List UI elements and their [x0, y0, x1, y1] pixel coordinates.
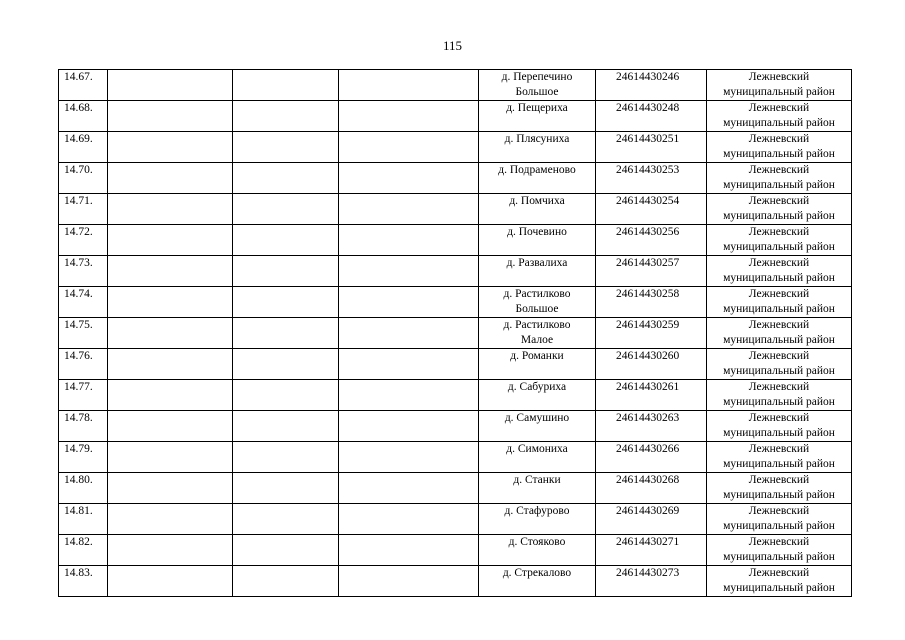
empty-cell [339, 318, 479, 349]
empty-cell [233, 349, 339, 380]
empty-cell [339, 380, 479, 411]
district-name: Лежневский [748, 133, 810, 145]
locality-cell [479, 411, 596, 442]
district-cell [707, 535, 852, 566]
district-cell [707, 411, 852, 442]
oktmo-code: 24614430271 [596, 535, 707, 566]
locality-cell [479, 349, 596, 380]
empty-cell [108, 411, 233, 442]
empty-cell [233, 225, 339, 256]
district-cell [707, 473, 852, 504]
empty-cell [233, 256, 339, 287]
table-row [59, 194, 852, 225]
oktmo-code: 24614430259 [596, 318, 707, 349]
district-name: Лежневский [748, 412, 810, 424]
empty-cell [233, 442, 339, 473]
row-number: 14.82. [59, 535, 108, 566]
table-row [59, 287, 852, 318]
row-number: 14.70. [59, 163, 108, 194]
locality-cell [479, 535, 596, 566]
table-row [59, 473, 852, 504]
district-type: муниципальный район [723, 396, 835, 408]
empty-cell [108, 473, 233, 504]
locality-name: д. Плясуниха [504, 133, 570, 145]
registry-table [58, 69, 852, 597]
oktmo-code: 24614430268 [596, 473, 707, 504]
district-name: Лежневский [748, 536, 810, 548]
empty-cell [339, 566, 479, 597]
empty-cell [233, 411, 339, 442]
table-row [59, 70, 852, 101]
district-cell [707, 101, 852, 132]
row-number: 14.71. [59, 194, 108, 225]
empty-cell [339, 535, 479, 566]
locality-cell [479, 504, 596, 535]
empty-cell [108, 132, 233, 163]
row-number: 14.78. [59, 411, 108, 442]
district-cell [707, 287, 852, 318]
locality-cell [479, 163, 596, 194]
locality-name: д. Самушино [504, 412, 570, 424]
empty-cell [233, 194, 339, 225]
district-cell [707, 566, 852, 597]
locality-cell [479, 318, 596, 349]
locality-name: д. Подраменово [498, 164, 576, 176]
district-name: Лежневский [748, 195, 810, 207]
oktmo-code: 24614430260 [596, 349, 707, 380]
empty-cell [233, 163, 339, 194]
empty-cell [233, 473, 339, 504]
empty-cell [233, 132, 339, 163]
table-row [59, 101, 852, 132]
empty-cell [339, 256, 479, 287]
empty-cell [108, 70, 233, 101]
row-number: 14.83. [59, 566, 108, 597]
locality-name: д. Развалиха [506, 257, 568, 269]
row-number: 14.75. [59, 318, 108, 349]
district-type: муниципальный район [723, 427, 835, 439]
district-name: Лежневский [748, 567, 810, 579]
oktmo-code: 24614430246 [596, 70, 707, 101]
locality-name: д. Сабуриха [507, 381, 567, 393]
district-cell [707, 194, 852, 225]
district-type: муниципальный район [723, 551, 835, 563]
table-row [59, 504, 852, 535]
row-number: 14.68. [59, 101, 108, 132]
locality-name: д. Помчиха [509, 195, 565, 207]
locality-name-continued: Малое [520, 334, 554, 346]
locality-cell [479, 287, 596, 318]
oktmo-code: 24614430254 [596, 194, 707, 225]
district-type: муниципальный район [723, 582, 835, 594]
district-type: муниципальный район [723, 210, 835, 222]
locality-cell [479, 566, 596, 597]
empty-cell [108, 256, 233, 287]
empty-cell [233, 70, 339, 101]
empty-cell [108, 163, 233, 194]
district-name: Лежневский [748, 102, 810, 114]
table-row [59, 163, 852, 194]
empty-cell [339, 225, 479, 256]
district-type: муниципальный район [723, 86, 835, 98]
empty-cell [339, 70, 479, 101]
empty-cell [339, 132, 479, 163]
oktmo-code: 24614430269 [596, 504, 707, 535]
empty-cell [108, 194, 233, 225]
row-number: 14.76. [59, 349, 108, 380]
empty-cell [108, 380, 233, 411]
oktmo-code: 24614430263 [596, 411, 707, 442]
district-type: муниципальный район [723, 179, 835, 191]
row-number: 14.77. [59, 380, 108, 411]
locality-name: д. Почевино [507, 226, 567, 238]
locality-name: д. Растилково [503, 319, 571, 331]
locality-name: д. Растилково [503, 288, 571, 300]
district-cell [707, 504, 852, 535]
district-type: муниципальный район [723, 458, 835, 470]
locality-name: д. Симониха [506, 443, 568, 455]
locality-name: д. Перепечино [501, 71, 573, 83]
locality-name: д. Пещериха [506, 102, 568, 114]
district-type: муниципальный район [723, 117, 835, 129]
empty-cell [233, 535, 339, 566]
empty-cell [233, 380, 339, 411]
empty-cell [233, 566, 339, 597]
district-name: Лежневский [748, 350, 810, 362]
oktmo-code: 24614430273 [596, 566, 707, 597]
locality-cell [479, 101, 596, 132]
table-row [59, 442, 852, 473]
locality-cell [479, 194, 596, 225]
table-row [59, 566, 852, 597]
empty-cell [339, 163, 479, 194]
district-type: муниципальный район [723, 365, 835, 377]
empty-cell [233, 318, 339, 349]
district-name: Лежневский [748, 288, 810, 300]
district-type: муниципальный район [723, 303, 835, 315]
district-cell [707, 442, 852, 473]
district-name: Лежневский [748, 505, 810, 517]
empty-cell [339, 101, 479, 132]
district-cell [707, 380, 852, 411]
empty-cell [339, 504, 479, 535]
empty-cell [108, 349, 233, 380]
table-row [59, 318, 852, 349]
locality-cell [479, 132, 596, 163]
district-cell [707, 132, 852, 163]
district-name: Лежневский [748, 164, 810, 176]
empty-cell [233, 101, 339, 132]
district-type: муниципальный район [723, 272, 835, 284]
empty-cell [108, 318, 233, 349]
table-row [59, 225, 852, 256]
table-row [59, 535, 852, 566]
district-cell [707, 70, 852, 101]
district-name: Лежневский [748, 474, 810, 486]
empty-cell [339, 349, 479, 380]
district-name: Лежневский [748, 443, 810, 455]
district-name: Лежневский [748, 257, 810, 269]
table-row [59, 349, 852, 380]
row-number: 14.74. [59, 287, 108, 318]
table-row [59, 411, 852, 442]
empty-cell [108, 442, 233, 473]
empty-cell [108, 535, 233, 566]
district-type: муниципальный район [723, 241, 835, 253]
district-cell [707, 225, 852, 256]
locality-name: д. Стояково [508, 536, 566, 548]
row-number: 14.69. [59, 132, 108, 163]
empty-cell [108, 504, 233, 535]
oktmo-code: 24614430248 [596, 101, 707, 132]
district-cell [707, 318, 852, 349]
district-type: муниципальный район [723, 520, 835, 532]
table-row [59, 132, 852, 163]
empty-cell [339, 287, 479, 318]
table-row [59, 380, 852, 411]
locality-cell [479, 442, 596, 473]
locality-cell [479, 256, 596, 287]
locality-cell [479, 225, 596, 256]
locality-name: д. Романки [510, 350, 564, 362]
empty-cell [339, 473, 479, 504]
row-number: 14.72. [59, 225, 108, 256]
locality-name: д. Станки [513, 474, 561, 486]
district-name: Лежневский [748, 226, 810, 238]
oktmo-code: 24614430251 [596, 132, 707, 163]
oktmo-code: 24614430257 [596, 256, 707, 287]
table-body [59, 70, 852, 597]
empty-cell [339, 411, 479, 442]
empty-cell [339, 194, 479, 225]
row-number: 14.79. [59, 442, 108, 473]
empty-cell [108, 101, 233, 132]
district-name: Лежневский [748, 319, 810, 331]
page-number: 115 [442, 38, 463, 53]
empty-cell [233, 287, 339, 318]
district-name: Лежневский [748, 381, 810, 393]
district-type: муниципальный район [723, 148, 835, 160]
empty-cell [339, 442, 479, 473]
district-cell [707, 349, 852, 380]
oktmo-code: 24614430256 [596, 225, 707, 256]
row-number: 14.67. [59, 70, 108, 101]
row-number: 14.73. [59, 256, 108, 287]
row-number: 14.81. [59, 504, 108, 535]
empty-cell [108, 566, 233, 597]
oktmo-code: 24614430253 [596, 163, 707, 194]
locality-name: д. Стафурово [504, 505, 570, 517]
oktmo-code: 24614430258 [596, 287, 707, 318]
district-type: муниципальный район [723, 334, 835, 346]
locality-name-continued: Большое [515, 303, 559, 315]
locality-name-continued: Большое [515, 86, 559, 98]
empty-cell [108, 287, 233, 318]
district-cell [707, 163, 852, 194]
locality-cell [479, 473, 596, 504]
district-name: Лежневский [748, 71, 810, 83]
empty-cell [108, 225, 233, 256]
table-row [59, 256, 852, 287]
empty-cell [233, 504, 339, 535]
locality-name: д. Стрекалово [502, 567, 572, 579]
oktmo-code: 24614430266 [596, 442, 707, 473]
district-cell [707, 256, 852, 287]
row-number: 14.80. [59, 473, 108, 504]
oktmo-code: 24614430261 [596, 380, 707, 411]
district-type: муниципальный район [723, 489, 835, 501]
locality-cell [479, 380, 596, 411]
locality-cell [479, 70, 596, 101]
